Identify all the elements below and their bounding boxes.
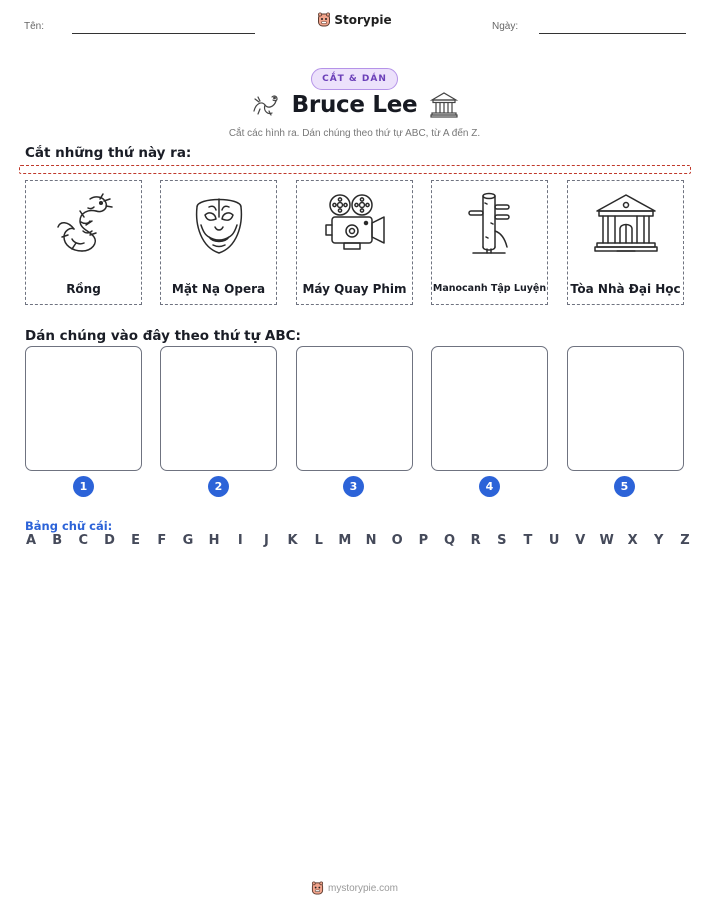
order-number-2: 2 [208, 476, 229, 497]
alphabet-letter: X [627, 533, 638, 548]
alphabet-letter: N [365, 533, 377, 548]
opera-mask-icon [189, 191, 249, 259]
alphabet-letter: Q [443, 533, 456, 548]
cut-guide-line [19, 165, 691, 174]
paste-box-1[interactable] [25, 346, 142, 471]
alphabet-letter: L [314, 533, 323, 548]
paste-box-5[interactable] [567, 346, 684, 471]
cut-card-opera-mask[interactable] [160, 180, 277, 305]
alphabet-letter: I [237, 533, 243, 548]
cut-section-title: Cắt những thứ này ra: [25, 145, 192, 161]
cut-card-dragon[interactable] [25, 180, 142, 305]
alphabet-letter: U [548, 533, 560, 548]
card-label: Máy Quay Phim [302, 282, 407, 296]
alphabet-title: Bảng chữ cái: [25, 519, 113, 533]
alphabet-letter: B [52, 533, 63, 548]
movie-camera-icon [320, 191, 390, 259]
card-label: Mặt Nạ Opera [171, 282, 266, 296]
cut-card-movie-camera[interactable] [296, 180, 413, 305]
alphabet-letter: G [182, 533, 194, 548]
alphabet-letter: D [104, 533, 115, 548]
alphabet-letter: Y [654, 533, 664, 548]
paste-box-4[interactable] [431, 346, 548, 471]
brand-name: Storypie [334, 12, 392, 27]
date-line[interactable] [539, 33, 686, 34]
cut-card-university-building[interactable] [567, 180, 684, 305]
name-label: Tên: [24, 21, 45, 32]
alphabet-letter: R [470, 533, 481, 548]
paste-box-2[interactable] [160, 346, 277, 471]
alphabet-letter: S [497, 533, 507, 548]
alphabet-letter: C [78, 533, 89, 548]
storypie-mascot-icon [317, 12, 331, 27]
name-line[interactable] [72, 33, 255, 34]
university-small-icon [429, 91, 459, 119]
alphabet-letter: J [263, 533, 269, 548]
alphabet-letter: F [157, 533, 167, 548]
paste-section-title: Dán chúng vào đây theo thứ tự ABC: [25, 328, 301, 344]
dragon-icon [50, 191, 118, 259]
storypie-mascot-icon [311, 881, 324, 895]
dragon-small-icon [250, 91, 280, 119]
order-number-5: 5 [614, 476, 635, 497]
footer [0, 880, 709, 899]
alphabet-letter: A [25, 533, 37, 548]
alphabet-letter: P [418, 533, 429, 548]
order-number-4: 4 [479, 476, 500, 497]
activity-badge: CẮT & DÁN [311, 68, 398, 90]
alphabet-letter: T [523, 533, 533, 548]
paste-box-3[interactable] [296, 346, 413, 471]
alphabet-letter: H [208, 533, 220, 548]
alphabet-letter: K [287, 533, 298, 548]
alphabet-letter: Z [680, 533, 690, 548]
card-label: Rồng [66, 282, 101, 296]
activity-badge-wrap [0, 66, 709, 90]
footer-link[interactable]: mystorypie.com [327, 882, 398, 894]
alphabet-letter: W [599, 533, 614, 548]
alphabet-letter: V [575, 533, 586, 548]
cut-card-wooden-dummy[interactable] [431, 180, 548, 305]
title-row [0, 91, 709, 119]
page-title: Bruce Lee [291, 92, 418, 118]
wooden-dummy-icon [465, 191, 515, 261]
alphabet-row [24, 533, 692, 548]
alphabet-letter: O [391, 533, 403, 548]
order-number-1: 1 [73, 476, 94, 497]
card-label: Manocanh Tập Luyện [432, 283, 547, 294]
order-number-3: 3 [343, 476, 364, 497]
alphabet-letter: M [338, 533, 352, 548]
instructions: Cắt các hình ra. Dán chúng theo thứ tự ABC, từ A đến Z. [228, 128, 481, 139]
brand-logo [0, 12, 709, 31]
alphabet-letter: E [131, 533, 141, 548]
university-building-icon [593, 191, 659, 257]
card-label: Tòa Nhà Đại Học [570, 282, 681, 296]
date-label: Ngày: [492, 21, 519, 32]
